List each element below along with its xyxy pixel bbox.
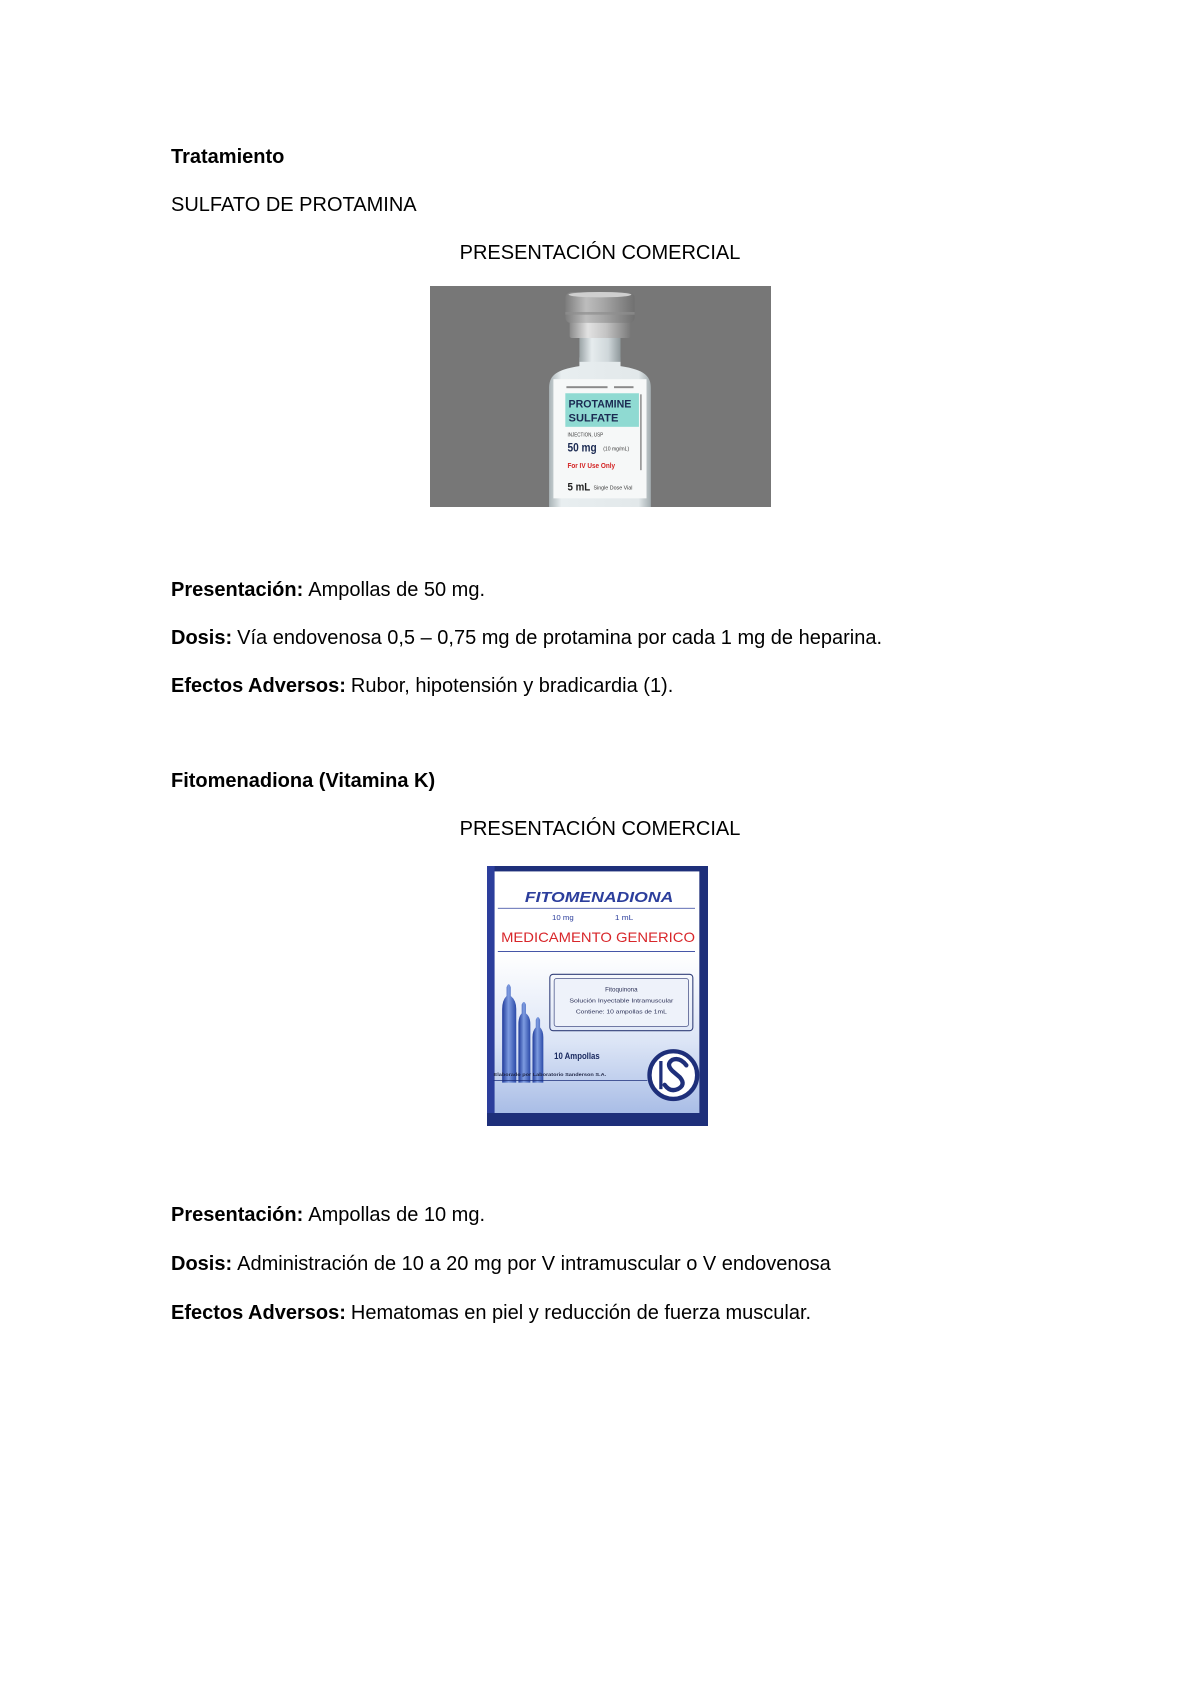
dose-value: Administración de 10 a 20 mg por V intramuscular o V endovenosa — [237, 1253, 831, 1275]
label-route-warning: For IV Use Only — [567, 462, 616, 471]
box-active-ingredient: Fitoquinona — [605, 986, 638, 994]
adverse-effects-value: Rubor, hipotensión y bradicardia (1). — [350, 675, 674, 697]
box-top-edge — [487, 866, 708, 871]
box-manufacturer: Elaborado por Laboratorio Sanderson S.A. — [493, 1072, 607, 1078]
label-fine-print-side — [640, 394, 642, 470]
protamine-vial-photo — [430, 286, 771, 507]
dose-line-fitomenadiona — [171, 1252, 831, 1276]
dose-label: Dosis: — [171, 627, 233, 649]
label-drug-name-line2: SULFATE — [568, 412, 619, 425]
box-contents: Contiene: 10 ampollas de 1mL — [575, 1009, 668, 1016]
label-strength: 50 mg — [567, 440, 597, 455]
fitomenadiona-box-photo — [487, 866, 708, 1126]
label-concentration: (10 mg/mL) — [603, 446, 630, 453]
box-brand-name: FITOMENADIONA — [524, 888, 674, 906]
dose-label: Dosis: — [171, 1253, 233, 1275]
box-strength: 10 mg — [552, 913, 574, 923]
label-fine-print-ndc — [566, 386, 607, 388]
adverse-effects-label: Efectos Adversos: — [171, 1302, 346, 1324]
box-dosage-form: Solución Inyectable Intramuscular — [569, 998, 674, 1005]
logo-bar — [659, 1061, 662, 1089]
presentation-value: Ampollas de 50 mg. — [308, 579, 486, 601]
label-container-type: Single Dose Vial — [593, 485, 633, 492]
presentation-label: Presentación: — [171, 1204, 304, 1226]
vial-label — [553, 379, 646, 498]
dose-line-protamina — [171, 626, 882, 650]
label-drug-name-line1: PROTAMINE — [568, 398, 632, 411]
vial-crimp-seal — [570, 321, 631, 338]
drug-name-fitomenadiona: Fitomenadiona (Vitamina K) — [171, 770, 436, 792]
protamine-vial-image — [430, 286, 771, 507]
box-volume: 1 mL — [614, 913, 634, 923]
box-right-edge — [699, 866, 708, 1126]
box-generic-tag: MEDICAMENTO GENERICO — [501, 928, 696, 945]
box-ampoule-count: 10 Ampollas — [554, 1050, 600, 1061]
presentation-value: Ampollas de 10 mg. — [308, 1204, 486, 1226]
label-volume: 5 mL — [567, 481, 591, 494]
adverse-effects-value: Hematomas en piel y reducción de fuerza muscular. — [350, 1302, 812, 1324]
vial-cap-ridge — [565, 312, 634, 315]
adverse-effects-line-protamina — [171, 674, 673, 698]
presentation-line-protamina — [171, 578, 485, 602]
section-title: Tratamiento — [171, 146, 285, 168]
drug-name-protamina: SULFATO DE PROTAMINA — [171, 194, 417, 216]
adverse-effects-line-fitomenadiona — [171, 1301, 811, 1325]
label-fine-print-code — [614, 386, 633, 388]
adverse-effects-label: Efectos Adversos: — [171, 675, 346, 697]
box-bottom-edge — [487, 1113, 708, 1126]
fitomenadiona-box-image — [487, 866, 708, 1126]
dose-value: Vía endovenosa 0,5 – 0,75 mg de protamina por cada 1 mg de heparina. — [237, 627, 883, 649]
presentation-heading-protamina: PRESENTACIÓN COMERCIAL — [459, 242, 741, 264]
presentation-heading-fitomenadiona: PRESENTACIÓN COMERCIAL — [459, 818, 741, 840]
label-dosage-form: INJECTION, USP — [567, 432, 604, 439]
laboratory-logo — [650, 1051, 698, 1099]
vial-cap-highlight — [569, 292, 632, 297]
box-left-edge — [487, 866, 495, 1126]
presentation-line-fitomenadiona — [171, 1203, 485, 1227]
presentation-label: Presentación: — [171, 579, 304, 601]
